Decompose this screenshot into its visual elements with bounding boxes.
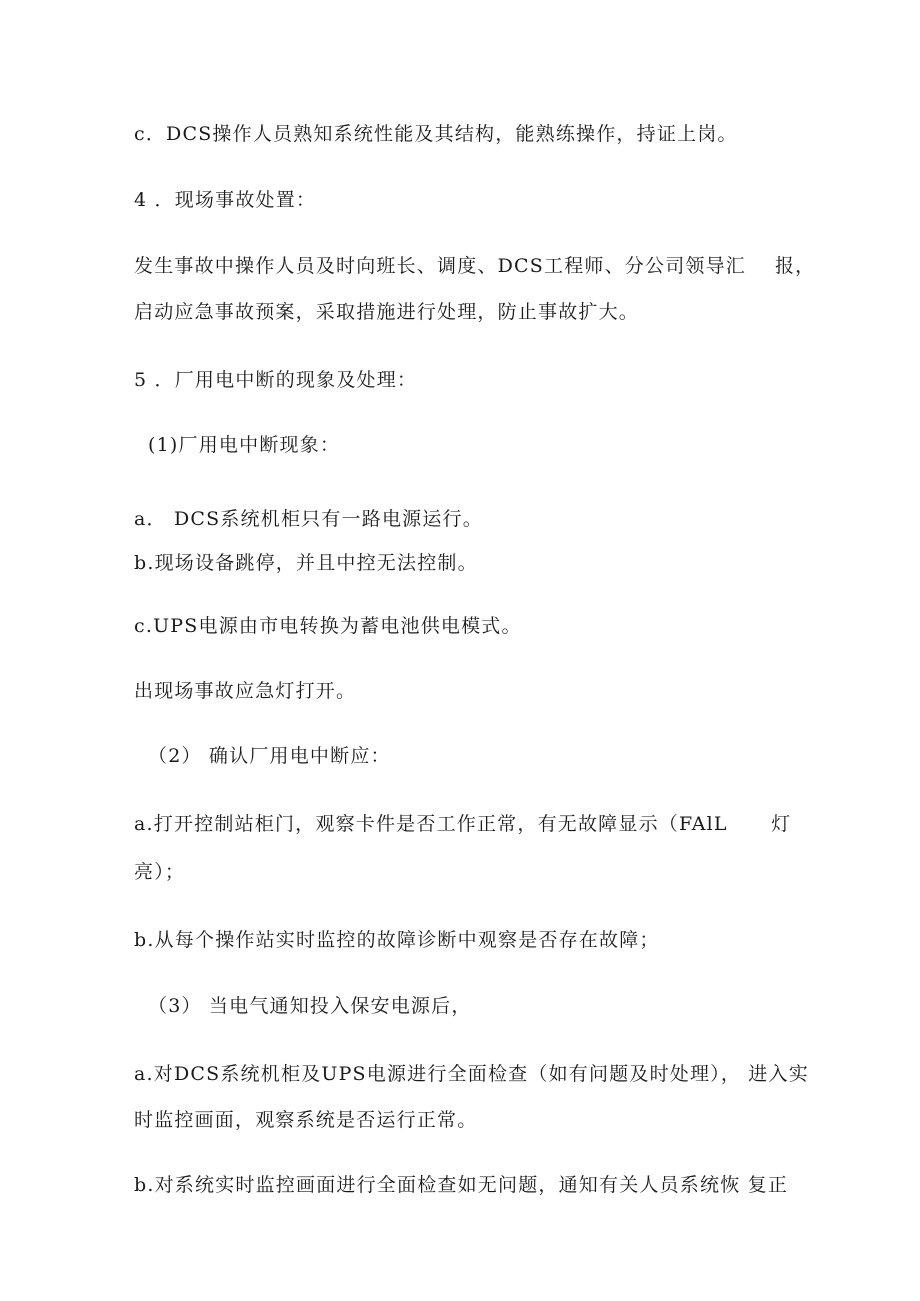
text-line: 时监控画面，观察系统是否运行正常。 xyxy=(134,1109,478,1131)
text-line: 发生事故中操作人员及时向班长、调度、DCS工程师、分公司领导汇 报， xyxy=(134,255,816,277)
list-item: a.对DCS系统机柜及UPS电源进行全面检查（如有问题及时处理）， 进入实 xyxy=(134,1063,809,1085)
section-heading: 5 ．厂用电中断的现象及处理： xyxy=(134,369,418,391)
section-heading: 4 ．现场事故处置： xyxy=(134,189,317,211)
text-line: 出现场事故应急灯打开。 xyxy=(134,680,357,702)
list-item: c.UPS电源由市电转换为蓄电池供电模式。 xyxy=(134,615,522,637)
subsection-heading: （3） 当电气通知投入保安电源后， xyxy=(148,995,472,1017)
subsection-heading: （2） 确认厂用电中断应： xyxy=(148,745,391,767)
list-item: a． DCS系统机柜只有一路电源运行。 xyxy=(134,508,483,530)
subsection-heading: (1)厂用电中断现象： xyxy=(148,434,341,456)
list-item: a.打开控制站柜门，观察卡件是否工作正常，有无故障显示（FAlL 灯 xyxy=(134,813,792,835)
text-line: c．DCS操作人员熟知系统性能及其结构，能熟练操作，持证上岗。 xyxy=(134,123,738,145)
list-item: b.对系统实时监控画面进行全面检查如无问题，通知有关人员系统恢 复正 xyxy=(134,1174,789,1196)
list-item: b.从每个操作站实时监控的故障诊断中观察是否存在故障； xyxy=(134,929,660,951)
text-line: 启动应急事故预案，采取措施进行处理，防止事故扩大。 xyxy=(134,301,640,323)
list-item: b.现场设备跳停，并且中控无法控制。 xyxy=(134,552,478,574)
text-line: 亮）； xyxy=(134,861,186,883)
